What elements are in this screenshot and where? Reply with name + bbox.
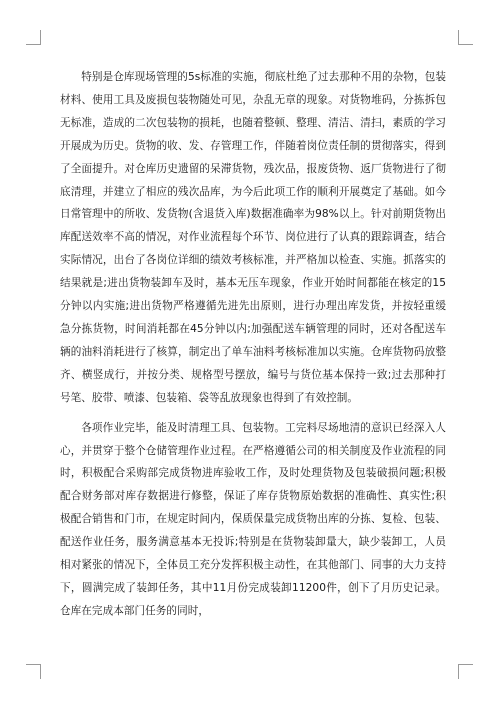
margin-corner-mark-top-right	[458, 30, 473, 45]
margin-corner-mark-bottom-right	[458, 664, 473, 679]
margin-corner-mark-bottom-left	[26, 664, 41, 679]
margin-corner-mark-top-left	[26, 30, 41, 45]
paragraph: 各项作业完毕，能及时清理工具、包装物。工完料尽场地清的意识已经深入人心，并贯穿于整个仓储管理作业过程。在严格遵循公司的相关制度及作业流程的同时，积极配合采购部完成货物进库验收工作，及时处理货物及包装破损问题;积极配合财务部对库存数据进行修整，保证了库存货物原始数据的准确性、真实性;积极配合销售和门市，在规定时间内，保质保量完成货物出库的分拣、复检、包装、配送作业任务，服务满意基本无投诉;特别是在货物装卸量大，缺少装卸工，人员相对紧张的情况下，全体员工充分发挥积极主动性，在其他部门、同事的大力支持下，圆满完成了装卸任务，其中11月份完成装卸11200件，创下了月历史记录。仓库在完成本部门任务的同时，	[60, 421, 446, 617]
document-body	[60, 66, 446, 623]
paragraph: 特别是仓库现场管理的5s标准的实施，彻底杜绝了过去那种不用的杂物，包装材料、使用工具及废损包装物随处可见，杂乱无章的现象。对货物堆码，分拣拆包无标准，造成的二次包装物的损耗，也随着整顿、整理、清洁、清扫，素质的学习开展成为历史。货物的收、发、存管理工作，伴随着岗位责任制的贯彻落实，得到了全面提升。对仓库历史遗留的呆滞货物，残次品，报废货物、返厂货物进行了彻底清理，并建立了相应的残次品库，为今后此项工作的顺利开展奠定了基础。如今日常管理中的所收、发货物(含退货入库)数据准确率为98%以上。针对前期货物出库配送效率不高的情况，对作业流程每个环节、岗位进行了认真的跟踪调查，结合实际情况，出台了各岗位详细的绩效考核标准，并严格加以检查、实施。抓落实的结果就是;进出货物装卸车及时，基本无压车现象，作业开始时间都能在核定的15分钟以内实施;进出货物严格遵循先进先出原则，进行办理出库发货，并按轻重缓急分拣货物，时间消耗都在45分钟以内;加强配送车辆管理的同时，还对各配送车辆的油料消耗进行了核算，制定出了单车油料考核标准加以实施。仓库货物码放整齐、横竖成行，并按分类、规格型号摆放，编号与货位基本保持一致;过去那种打号笔、胶带、喷漆、包装箱、袋等乱放现象也得到了有效控制。	[60, 71, 446, 404]
